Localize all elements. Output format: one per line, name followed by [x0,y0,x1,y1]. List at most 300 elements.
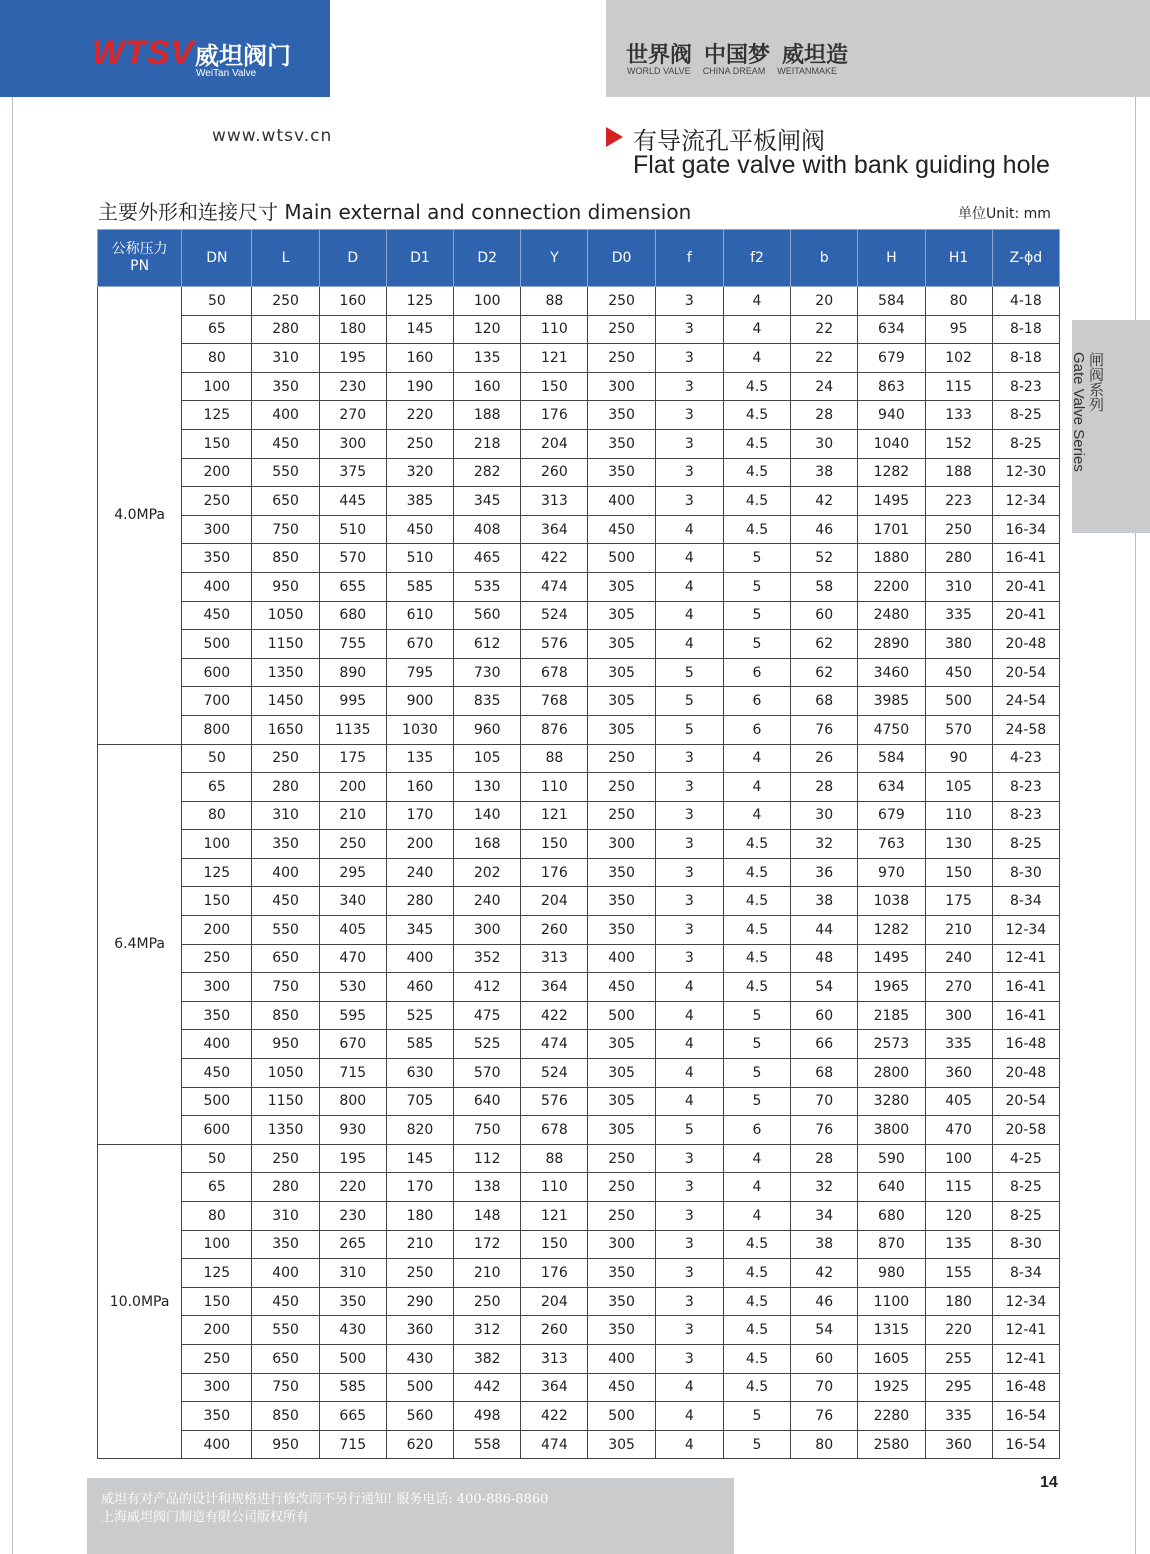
table-cell: 634 [858,773,925,802]
logo-chinese-name: 威坦阀门 [195,42,291,70]
table-row [98,1144,1060,1173]
table-cell: 500 [386,1373,453,1402]
pn-header-en: PN [130,258,150,274]
table-cell: 364 [521,973,588,1002]
table-row [98,1344,1060,1373]
table-row [98,687,1060,716]
table-cell: 16-54 [992,1402,1059,1431]
table-cell: 405 [925,1087,992,1116]
table-row [98,401,1060,430]
table-cell: 2573 [858,1030,925,1059]
table-cell: 220 [386,401,453,430]
table-cell: 54 [791,973,858,1002]
table-cell: 5 [655,1116,723,1145]
table-header-row [98,230,1060,287]
table-cell: 200 [182,916,252,945]
table-cell: 670 [319,1030,386,1059]
table-cell: 4 [655,1001,723,1030]
table-cell: 1965 [858,973,925,1002]
table-cell: 4 [723,315,790,344]
table-cell: 550 [252,458,319,487]
table-cell: 76 [791,1116,858,1145]
slogan-english [627,66,849,76]
table-cell: 310 [925,572,992,601]
table-cell: 450 [925,658,992,687]
table-cell: 3 [655,1202,723,1231]
table-cell: 876 [521,715,588,744]
table-cell: 152 [925,429,992,458]
table-cell: 8-34 [992,1259,1059,1288]
table-cell: 4 [655,1030,723,1059]
table-cell: 28 [791,773,858,802]
table-cell: 2580 [858,1430,925,1459]
table-cell: 160 [319,287,386,316]
table-cell: 850 [252,544,319,573]
table-cell: 105 [925,773,992,802]
table-cell: 412 [454,973,521,1002]
table-cell: 350 [182,1402,252,1431]
table-cell: 600 [182,658,252,687]
table-cell: 138 [454,1173,521,1202]
table-cell: 820 [386,1116,453,1145]
table-cell: 700 [182,687,252,716]
table-cell: 576 [521,630,588,659]
table-cell: 679 [858,801,925,830]
table-cell: 16-34 [992,515,1059,544]
table-cell: 795 [386,658,453,687]
table-cell: 640 [454,1087,521,1116]
table-cell: 204 [521,429,588,458]
table-cell: 4.5 [723,1373,790,1402]
table-cell: 200 [386,830,453,859]
table-cell: 62 [791,630,858,659]
logo-english-name: WeiTan Valve [196,68,257,79]
table-cell: 655 [319,572,386,601]
table-cell: 210 [319,801,386,830]
table-cell: 576 [521,1087,588,1116]
table-cell: 175 [925,887,992,916]
table-cell: 250 [182,944,252,973]
table-cell: 250 [588,744,655,773]
table-cell: 1150 [252,630,319,659]
table-cell: 16-41 [992,1001,1059,1030]
table-cell: 5 [723,601,790,630]
table-row [98,944,1060,973]
table-cell: 5 [723,1430,790,1459]
table-cell: 4.5 [723,487,790,516]
table-row [98,1373,1060,1402]
table-cell: 88 [521,1144,588,1173]
table-cell: 352 [454,944,521,973]
table-cell: 350 [182,544,252,573]
table-cell: 863 [858,372,925,401]
table-cell: 620 [386,1430,453,1459]
table-cell: 300 [454,916,521,945]
table-cell: 305 [588,601,655,630]
table-cell: 125 [386,287,453,316]
table-cell: 400 [252,1259,319,1288]
table-cell: 3 [655,773,723,802]
table-cell: 612 [454,630,521,659]
table-cell: 4.5 [723,858,790,887]
table-cell: 6 [723,658,790,687]
table-cell: 282 [454,458,521,487]
table-row [98,515,1060,544]
table-cell: 265 [319,1230,386,1259]
table-cell: 3280 [858,1087,925,1116]
table-cell: 4 [655,544,723,573]
table-cell: 500 [588,1001,655,1030]
table-cell: 550 [252,916,319,945]
table-cell: 4.5 [723,830,790,859]
table-cell: 200 [319,773,386,802]
table-cell: 340 [319,887,386,916]
table-cell: 260 [521,1316,588,1345]
table-cell: 2800 [858,1059,925,1088]
table-cell: 705 [386,1087,453,1116]
table-cell: 70 [791,1087,858,1116]
table-cell: 30 [791,429,858,458]
table-cell: 1495 [858,944,925,973]
table-cell: 110 [521,315,588,344]
table-cell: 28 [791,1144,858,1173]
table-cell: 100 [925,1144,992,1173]
table-cell: 100 [454,287,521,316]
table-cell: 250 [252,1144,319,1173]
table-cell: 155 [925,1259,992,1288]
table-cell: 280 [386,887,453,916]
table-cell: 26 [791,744,858,773]
table-cell: 630 [386,1059,453,1088]
table-cell: 150 [521,372,588,401]
table-cell: 450 [588,515,655,544]
table-cell: 172 [454,1230,521,1259]
table-cell: 204 [521,1287,588,1316]
table-cell: 8-23 [992,372,1059,401]
table-cell: 995 [319,687,386,716]
table-cell: 125 [182,1259,252,1288]
table-cell: 1040 [858,429,925,458]
table-cell: 24 [791,372,858,401]
table-cell: 3 [655,1287,723,1316]
table-cell: 16-41 [992,544,1059,573]
table-cell: 58 [791,572,858,601]
table-cell: 3 [655,916,723,945]
table-cell: 250 [588,773,655,802]
table-cell: 4 [723,744,790,773]
table-cell: 5 [723,572,790,601]
slogan-banner [606,0,1150,97]
table-cell: 4 [723,344,790,373]
table-cell: 20-48 [992,1059,1059,1088]
table-row [98,744,1060,773]
table-cell: 450 [252,1287,319,1316]
slogan-cn-3: 威坦造 [782,43,849,68]
table-cell: 3 [655,344,723,373]
table-cell: 800 [182,715,252,744]
product-title-chinese: 有导流孔平板闸阀 [633,127,825,155]
table-cell: 3 [655,887,723,916]
table-cell: 400 [588,944,655,973]
table-cell: 4 [723,1202,790,1231]
table-cell: 364 [521,515,588,544]
table-cell: 400 [182,1430,252,1459]
table-cell: 313 [521,944,588,973]
table-cell: 500 [182,1087,252,1116]
table-cell: 270 [925,973,992,1002]
table-cell: 140 [454,801,521,830]
table-cell: 150 [521,830,588,859]
product-title-english: Flat gate valve with bank guiding hole [633,151,1050,179]
table-cell: 6 [723,1116,790,1145]
table-cell: 5 [723,1402,790,1431]
table-cell: 350 [588,858,655,887]
table-cell: 218 [454,429,521,458]
table-cell: 382 [454,1344,521,1373]
table-cell: 350 [588,429,655,458]
table-cell: 176 [521,1259,588,1288]
table-cell: 3 [655,801,723,830]
table-cell: 95 [925,315,992,344]
table-cell: 310 [252,344,319,373]
table-cell: 195 [319,344,386,373]
table-cell: 130 [925,830,992,859]
table-cell: 310 [252,801,319,830]
table-cell: 8-25 [992,429,1059,458]
table-cell: 3 [655,487,723,516]
table-cell: 135 [925,1230,992,1259]
table-cell: 65 [182,1173,252,1202]
table-cell: 150 [521,1230,588,1259]
table-cell: 1495 [858,487,925,516]
table-cell: 240 [386,858,453,887]
table-cell: 680 [319,601,386,630]
table-cell: 3 [655,401,723,430]
table-cell: 105 [454,744,521,773]
table-cell: 305 [588,687,655,716]
table-cell: 1282 [858,458,925,487]
table-cell: 204 [521,887,588,916]
table-cell: 76 [791,1402,858,1431]
table-cell: 112 [454,1144,521,1173]
table-cell: 250 [252,287,319,316]
table-cell: 8-23 [992,801,1059,830]
table-cell: 121 [521,1202,588,1231]
table-cell: 5 [723,1059,790,1088]
table-row [98,658,1060,687]
website-url[interactable]: www.wtsv.cn [212,126,333,146]
table-cell: 640 [858,1173,925,1202]
table-cell: 950 [252,1030,319,1059]
table-row [98,773,1060,802]
table-row [98,1430,1060,1459]
table-cell: 250 [182,487,252,516]
table-cell: 5 [723,1001,790,1030]
table-cell: 70 [791,1373,858,1402]
page-number: 14 [1040,1474,1058,1491]
table-cell: 4-25 [992,1144,1059,1173]
table-cell: 250 [386,429,453,458]
column-header: f [655,230,723,287]
table-cell: 305 [588,715,655,744]
table-cell: 422 [521,544,588,573]
table-cell: 290 [386,1287,453,1316]
table-cell: 38 [791,458,858,487]
table-cell: 250 [454,1287,521,1316]
table-cell: 4 [655,1087,723,1116]
table-cell: 68 [791,687,858,716]
table-cell: 50 [182,744,252,773]
table-cell: 3 [655,1259,723,1288]
table-cell: 200 [182,458,252,487]
table-cell: 34 [791,1202,858,1231]
table-cell: 2185 [858,1001,925,1030]
table-cell: 20-54 [992,658,1059,687]
table-cell: 350 [588,1316,655,1345]
table-cell: 160 [386,344,453,373]
table-cell: 650 [252,944,319,973]
table-cell: 350 [588,401,655,430]
table-cell: 38 [791,887,858,916]
table-cell: 570 [319,544,386,573]
table-cell: 1282 [858,916,925,945]
table-cell: 4 [723,773,790,802]
table-cell: 305 [588,1030,655,1059]
table-cell: 524 [521,1059,588,1088]
table-cell: 12-41 [992,1344,1059,1373]
column-header: D0 [588,230,655,287]
table-cell: 80 [182,801,252,830]
table-cell: 168 [454,830,521,859]
table-cell: 4.5 [723,1316,790,1345]
table-cell: 335 [925,1402,992,1431]
pressure-group-cell: 6.4MPa [98,744,182,1144]
table-cell: 110 [521,773,588,802]
table-cell: 2890 [858,630,925,659]
table-cell: 890 [319,658,386,687]
column-header: D2 [454,230,521,287]
table-cell: 8-25 [992,1173,1059,1202]
column-header: D1 [386,230,453,287]
table-cell: 4 [655,572,723,601]
table-row [98,1316,1060,1345]
table-cell: 100 [182,1230,252,1259]
table-cell: 210 [386,1230,453,1259]
table-cell: 260 [521,458,588,487]
table-cell: 4.5 [723,401,790,430]
table-cell: 280 [252,773,319,802]
table-cell: 535 [454,572,521,601]
table-cell: 3 [655,858,723,887]
table-cell: 450 [588,1373,655,1402]
table-cell: 525 [454,1030,521,1059]
table-cell: 585 [386,1030,453,1059]
table-cell: 12-41 [992,944,1059,973]
table-cell: 5 [723,1030,790,1059]
column-header-pn [98,230,182,287]
table-cell: 24-58 [992,715,1059,744]
table-cell: 110 [521,1173,588,1202]
table-cell: 560 [454,601,521,630]
table-cell: 474 [521,1030,588,1059]
table-cell: 750 [252,1373,319,1402]
table-row [98,1087,1060,1116]
table-cell: 3985 [858,687,925,716]
table-cell: 6 [723,715,790,744]
table-cell: 135 [454,344,521,373]
table-cell: 4.5 [723,887,790,916]
table-cell: 2280 [858,1402,925,1431]
table-cell: 1350 [252,1116,319,1145]
table-row [98,429,1060,458]
table-cell: 678 [521,658,588,687]
table-cell: 678 [521,1116,588,1145]
table-cell: 8-25 [992,401,1059,430]
table-cell: 4.5 [723,1344,790,1373]
table-cell: 405 [319,916,386,945]
table-row [98,1202,1060,1231]
table-row [98,1001,1060,1030]
table-cell: 510 [319,515,386,544]
table-cell: 870 [858,1230,925,1259]
table-cell: 16-41 [992,973,1059,1002]
table-cell: 300 [588,372,655,401]
table-cell: 220 [925,1316,992,1345]
table-cell: 180 [386,1202,453,1231]
table-cell: 768 [521,687,588,716]
table-cell: 4 [655,1402,723,1431]
table-cell: 200 [182,1316,252,1345]
table-cell: 350 [588,887,655,916]
brand-header [0,0,330,97]
table-cell: 38 [791,1230,858,1259]
table-cell: 560 [386,1402,453,1431]
table-cell: 312 [454,1316,521,1345]
table-cell: 8-18 [992,315,1059,344]
table-cell: 400 [252,401,319,430]
table-cell: 595 [319,1001,386,1030]
table-cell: 1650 [252,715,319,744]
table-cell: 50 [182,1144,252,1173]
table-cell: 470 [319,944,386,973]
table-cell: 305 [588,630,655,659]
table-row [98,830,1060,859]
table-row [98,973,1060,1002]
table-cell: 350 [588,1259,655,1288]
table-cell: 160 [454,372,521,401]
table-cell: 300 [182,515,252,544]
table-cell: 300 [588,1230,655,1259]
table-cell: 1038 [858,887,925,916]
table-cell: 135 [386,744,453,773]
table-cell: 950 [252,572,319,601]
table-cell: 422 [521,1402,588,1431]
table-cell: 145 [386,315,453,344]
table-cell: 550 [252,1316,319,1345]
slogan-en-3: WEITANMAKE [777,66,838,76]
table-cell: 175 [319,744,386,773]
table-cell: 310 [319,1259,386,1288]
table-cell: 634 [858,315,925,344]
series-side-tab-cn: 闸阀系列 [1087,352,1105,412]
table-row [98,1173,1060,1202]
table-cell: 1135 [319,715,386,744]
slogan-cn-1: 世界阀 [626,43,693,68]
table-cell: 295 [319,858,386,887]
table-cell: 42 [791,487,858,516]
table-cell: 148 [454,1202,521,1231]
footer-copyright: 上海威坦阀门制造有限公司版权所有 [101,1510,310,1525]
